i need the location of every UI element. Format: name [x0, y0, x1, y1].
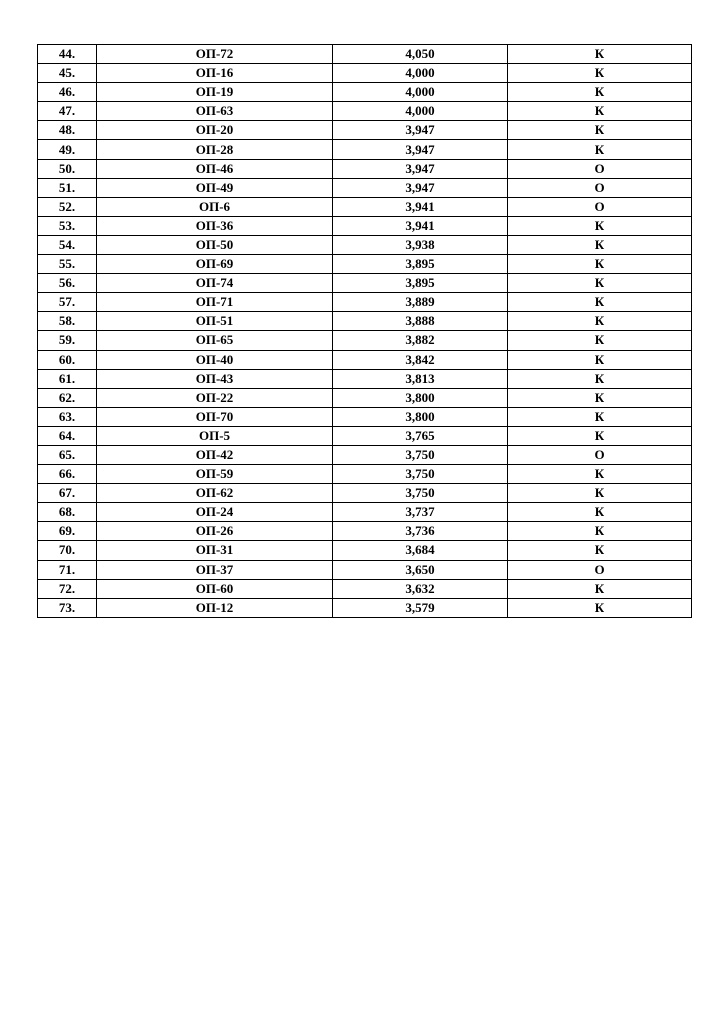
- row-number-cell: 73.: [38, 598, 97, 617]
- table-row: [38, 426, 692, 445]
- results-table-body: [38, 45, 692, 618]
- score-cell: 4,000: [333, 64, 508, 83]
- row-number-cell: 54.: [38, 235, 97, 254]
- row-number-cell: 60.: [38, 350, 97, 369]
- code-cell: ОП-49: [97, 178, 333, 197]
- score-cell: 3,800: [333, 388, 508, 407]
- score-cell: 3,684: [333, 541, 508, 560]
- score-cell: 3,650: [333, 560, 508, 579]
- row-number-cell: 45.: [38, 64, 97, 83]
- code-cell: ОП-12: [97, 598, 333, 617]
- table-row: [38, 465, 692, 484]
- category-cell: К: [508, 465, 692, 484]
- table-row: [38, 255, 692, 274]
- code-cell: ОП-22: [97, 388, 333, 407]
- code-cell: ОП-19: [97, 83, 333, 102]
- row-number-cell: 44.: [38, 45, 97, 64]
- table-row: [38, 235, 692, 254]
- code-cell: ОП-51: [97, 312, 333, 331]
- category-cell: К: [508, 102, 692, 121]
- row-number-cell: 71.: [38, 560, 97, 579]
- score-cell: 3,842: [333, 350, 508, 369]
- table-row: [38, 293, 692, 312]
- score-cell: 3,750: [333, 445, 508, 464]
- row-number-cell: 50.: [38, 159, 97, 178]
- score-cell: 3,737: [333, 503, 508, 522]
- category-cell: К: [508, 388, 692, 407]
- score-cell: 3,941: [333, 216, 508, 235]
- category-cell: К: [508, 255, 692, 274]
- score-cell: 3,750: [333, 465, 508, 484]
- row-number-cell: 49.: [38, 140, 97, 159]
- code-cell: ОП-6: [97, 197, 333, 216]
- category-cell: О: [508, 178, 692, 197]
- score-cell: 3,800: [333, 407, 508, 426]
- table-row: [38, 45, 692, 64]
- category-cell: К: [508, 503, 692, 522]
- code-cell: ОП-16: [97, 64, 333, 83]
- score-cell: 3,888: [333, 312, 508, 331]
- table-row: [38, 331, 692, 350]
- category-cell: К: [508, 121, 692, 140]
- score-cell: 3,765: [333, 426, 508, 445]
- code-cell: ОП-65: [97, 331, 333, 350]
- category-cell: К: [508, 484, 692, 503]
- row-number-cell: 51.: [38, 178, 97, 197]
- code-cell: ОП-28: [97, 140, 333, 159]
- category-cell: К: [508, 426, 692, 445]
- table-row: [38, 83, 692, 102]
- code-cell: ОП-71: [97, 293, 333, 312]
- category-cell: К: [508, 369, 692, 388]
- table-row: [38, 369, 692, 388]
- row-number-cell: 46.: [38, 83, 97, 102]
- category-cell: К: [508, 350, 692, 369]
- code-cell: ОП-62: [97, 484, 333, 503]
- category-cell: К: [508, 235, 692, 254]
- row-number-cell: 66.: [38, 465, 97, 484]
- score-cell: 3,938: [333, 235, 508, 254]
- code-cell: ОП-59: [97, 465, 333, 484]
- score-cell: 3,941: [333, 197, 508, 216]
- table-row: [38, 102, 692, 121]
- category-cell: К: [508, 541, 692, 560]
- table-row: [38, 388, 692, 407]
- score-cell: 4,000: [333, 83, 508, 102]
- category-cell: К: [508, 312, 692, 331]
- table-row: [38, 197, 692, 216]
- score-cell: 3,895: [333, 255, 508, 274]
- table-row: [38, 350, 692, 369]
- table-row: [38, 445, 692, 464]
- score-cell: 3,813: [333, 369, 508, 388]
- row-number-cell: 53.: [38, 216, 97, 235]
- table-row: [38, 541, 692, 560]
- code-cell: ОП-63: [97, 102, 333, 121]
- code-cell: ОП-46: [97, 159, 333, 178]
- row-number-cell: 61.: [38, 369, 97, 388]
- category-cell: К: [508, 274, 692, 293]
- row-number-cell: 55.: [38, 255, 97, 274]
- row-number-cell: 58.: [38, 312, 97, 331]
- row-number-cell: 67.: [38, 484, 97, 503]
- category-cell: К: [508, 522, 692, 541]
- row-number-cell: 65.: [38, 445, 97, 464]
- table-row: [38, 274, 692, 293]
- table-row: [38, 560, 692, 579]
- table-row: [38, 64, 692, 83]
- code-cell: ОП-26: [97, 522, 333, 541]
- score-cell: 4,000: [333, 102, 508, 121]
- code-cell: ОП-60: [97, 579, 333, 598]
- table-row: [38, 407, 692, 426]
- score-cell: 4,050: [333, 45, 508, 64]
- table-row: [38, 598, 692, 617]
- row-number-cell: 57.: [38, 293, 97, 312]
- table-row: [38, 312, 692, 331]
- code-cell: ОП-42: [97, 445, 333, 464]
- code-cell: ОП-70: [97, 407, 333, 426]
- category-cell: О: [508, 560, 692, 579]
- results-table: [37, 44, 692, 618]
- score-cell: 3,889: [333, 293, 508, 312]
- score-cell: 3,882: [333, 331, 508, 350]
- row-number-cell: 64.: [38, 426, 97, 445]
- row-number-cell: 68.: [38, 503, 97, 522]
- category-cell: К: [508, 45, 692, 64]
- code-cell: ОП-43: [97, 369, 333, 388]
- code-cell: ОП-74: [97, 274, 333, 293]
- code-cell: ОП-36: [97, 216, 333, 235]
- code-cell: ОП-69: [97, 255, 333, 274]
- code-cell: ОП-50: [97, 235, 333, 254]
- category-cell: К: [508, 293, 692, 312]
- row-number-cell: 62.: [38, 388, 97, 407]
- row-number-cell: 48.: [38, 121, 97, 140]
- category-cell: К: [508, 331, 692, 350]
- category-cell: К: [508, 64, 692, 83]
- table-row: [38, 216, 692, 235]
- table-row: [38, 140, 692, 159]
- score-cell: 3,736: [333, 522, 508, 541]
- code-cell: ОП-20: [97, 121, 333, 140]
- code-cell: ОП-72: [97, 45, 333, 64]
- category-cell: К: [508, 579, 692, 598]
- table-row: [38, 503, 692, 522]
- row-number-cell: 72.: [38, 579, 97, 598]
- code-cell: ОП-24: [97, 503, 333, 522]
- row-number-cell: 56.: [38, 274, 97, 293]
- category-cell: К: [508, 140, 692, 159]
- category-cell: К: [508, 216, 692, 235]
- score-cell: 3,895: [333, 274, 508, 293]
- score-cell: 3,750: [333, 484, 508, 503]
- table-row: [38, 579, 692, 598]
- code-cell: ОП-31: [97, 541, 333, 560]
- row-number-cell: 69.: [38, 522, 97, 541]
- category-cell: О: [508, 159, 692, 178]
- table-row: [38, 522, 692, 541]
- row-number-cell: 52.: [38, 197, 97, 216]
- table-row: [38, 121, 692, 140]
- category-cell: К: [508, 83, 692, 102]
- code-cell: ОП-40: [97, 350, 333, 369]
- code-cell: ОП-37: [97, 560, 333, 579]
- category-cell: К: [508, 598, 692, 617]
- score-cell: 3,947: [333, 178, 508, 197]
- row-number-cell: 70.: [38, 541, 97, 560]
- row-number-cell: 59.: [38, 331, 97, 350]
- score-cell: 3,947: [333, 140, 508, 159]
- category-cell: О: [508, 197, 692, 216]
- score-cell: 3,579: [333, 598, 508, 617]
- table-row: [38, 159, 692, 178]
- table-row: [38, 484, 692, 503]
- row-number-cell: 47.: [38, 102, 97, 121]
- code-cell: ОП-5: [97, 426, 333, 445]
- row-number-cell: 63.: [38, 407, 97, 426]
- score-cell: 3,632: [333, 579, 508, 598]
- category-cell: О: [508, 445, 692, 464]
- category-cell: К: [508, 407, 692, 426]
- table-row: [38, 178, 692, 197]
- score-cell: 3,947: [333, 121, 508, 140]
- score-cell: 3,947: [333, 159, 508, 178]
